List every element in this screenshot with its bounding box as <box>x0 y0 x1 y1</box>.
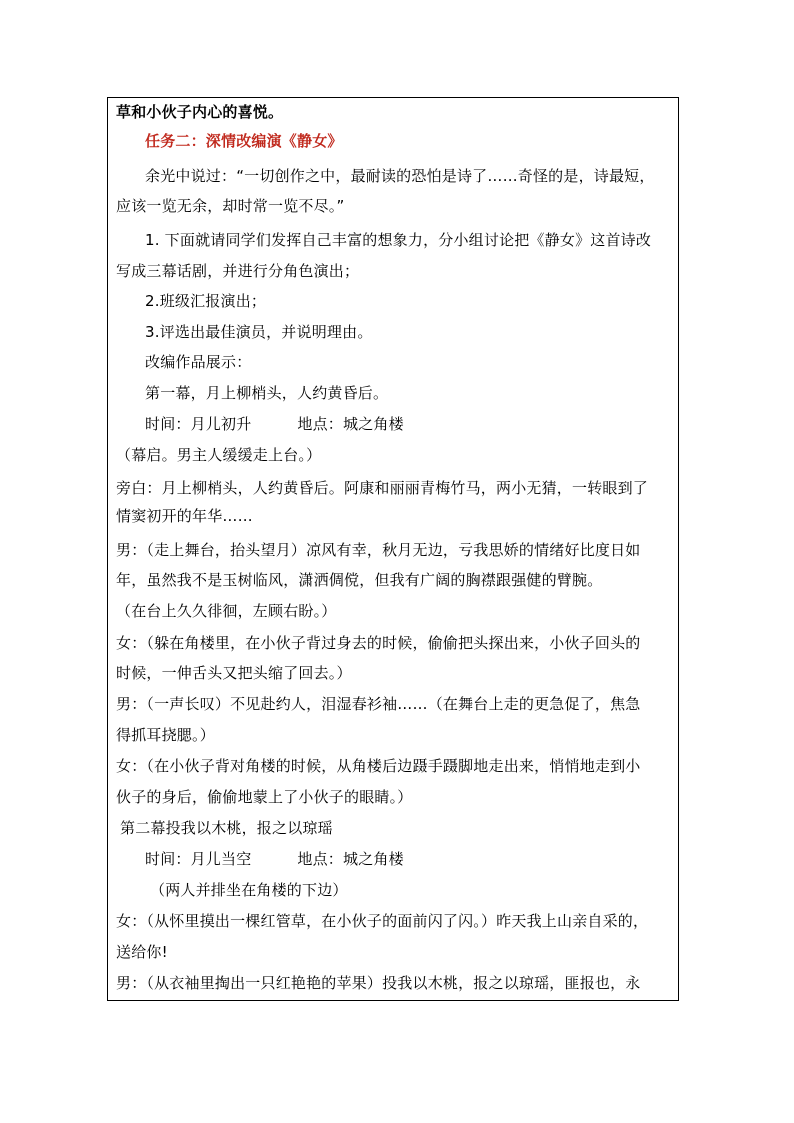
text-line <box>145 414 404 434</box>
time-label: 时间：月儿初升 <box>145 415 252 433</box>
text-line: 第一幕，月上柳梢头，人约黄昏后。 <box>145 384 389 402</box>
text-line: 年，虽然我不是玉树临风，潇洒倜傥，但我有广阔的胸襟跟强健的臂腕。 <box>116 571 603 589</box>
text-line: 男：（走上舞台，抬头望月）凉风有幸，秋月无边，亏我思娇的情绪好比度日如 <box>116 541 641 559</box>
text-line: 第二幕投我以木桃，报之以琼瑶 <box>120 819 333 837</box>
place-label: 地点：城之角楼 <box>297 415 404 433</box>
text-line: 伙子的身后，偷偷地蒙上了小伙子的眼睛。） <box>116 788 413 806</box>
section-heading: 任务二：深情改编演《静女》 <box>145 132 343 150</box>
text-line: 改编作品展示： <box>145 353 252 371</box>
time-label: 时间：月儿当空 <box>145 850 252 868</box>
text-line: 时候，一伸舌头又把头缩了回去。） <box>116 664 352 682</box>
text-line: 应该一览无余，却时常一览不尽。” <box>116 197 345 215</box>
text-line: 1. 下面就请同学们发挥自己丰富的想象力，分小组讨论把《静女》这首诗改 <box>145 231 652 249</box>
text-line: 女：（在小伙子背对角楼的时候，从角楼后边蹑手蹑脚地走出来，悄悄地走到小 <box>116 757 641 775</box>
text-line: 得抓耳挠腮。） <box>116 726 215 744</box>
text-line: 男：（一声长叹）不见赴约人，泪湿春衫袖……（在舞台上走的更急促了，焦急 <box>116 695 641 713</box>
text-line: 3.评选出最佳演员，并说明理由。 <box>145 323 373 341</box>
text-line: 女：（从怀里摸出一棵红管草，在小伙子的面前闪了闪。）昨天我上山亲自采的， <box>116 912 649 930</box>
text-line: （两人并排坐在角楼的下边） <box>150 881 348 899</box>
text-line: 旁白：月上柳梢头，人约黄昏后。阿康和丽丽青梅竹马，两小无猜，一转眼到了 <box>116 479 649 497</box>
text-line: 写成三幕话剧，并进行分角色演出； <box>116 262 360 280</box>
text-line: 余光中说过：“一切创作之中，最耐读的恐怕是诗了……奇怪的是，诗最短， <box>145 167 655 185</box>
text-line: （幕启。男主人缓缓走上台。） <box>116 446 322 464</box>
text-line: （在台上久久徘徊，左顾右盼。） <box>116 602 337 620</box>
text-line: 草和小伙子内心的喜悦。 <box>116 103 284 121</box>
text-line: 送给你! <box>116 943 168 961</box>
text-line: 男：（从衣袖里掏出一只红艳艳的苹果）投我以木桃，报之以琼瑶，匪报也，永 <box>116 974 641 992</box>
place-label: 地点：城之角楼 <box>297 850 404 868</box>
text-line: 2.班级汇报演出； <box>145 292 267 310</box>
text-line: 女：（躲在角楼里，在小伙子背过身去的时候，偷偷把头探出来，小伙子回头的 <box>116 634 641 652</box>
text-line: 情窦初开的年华…… <box>116 507 253 525</box>
text-line <box>145 849 404 869</box>
